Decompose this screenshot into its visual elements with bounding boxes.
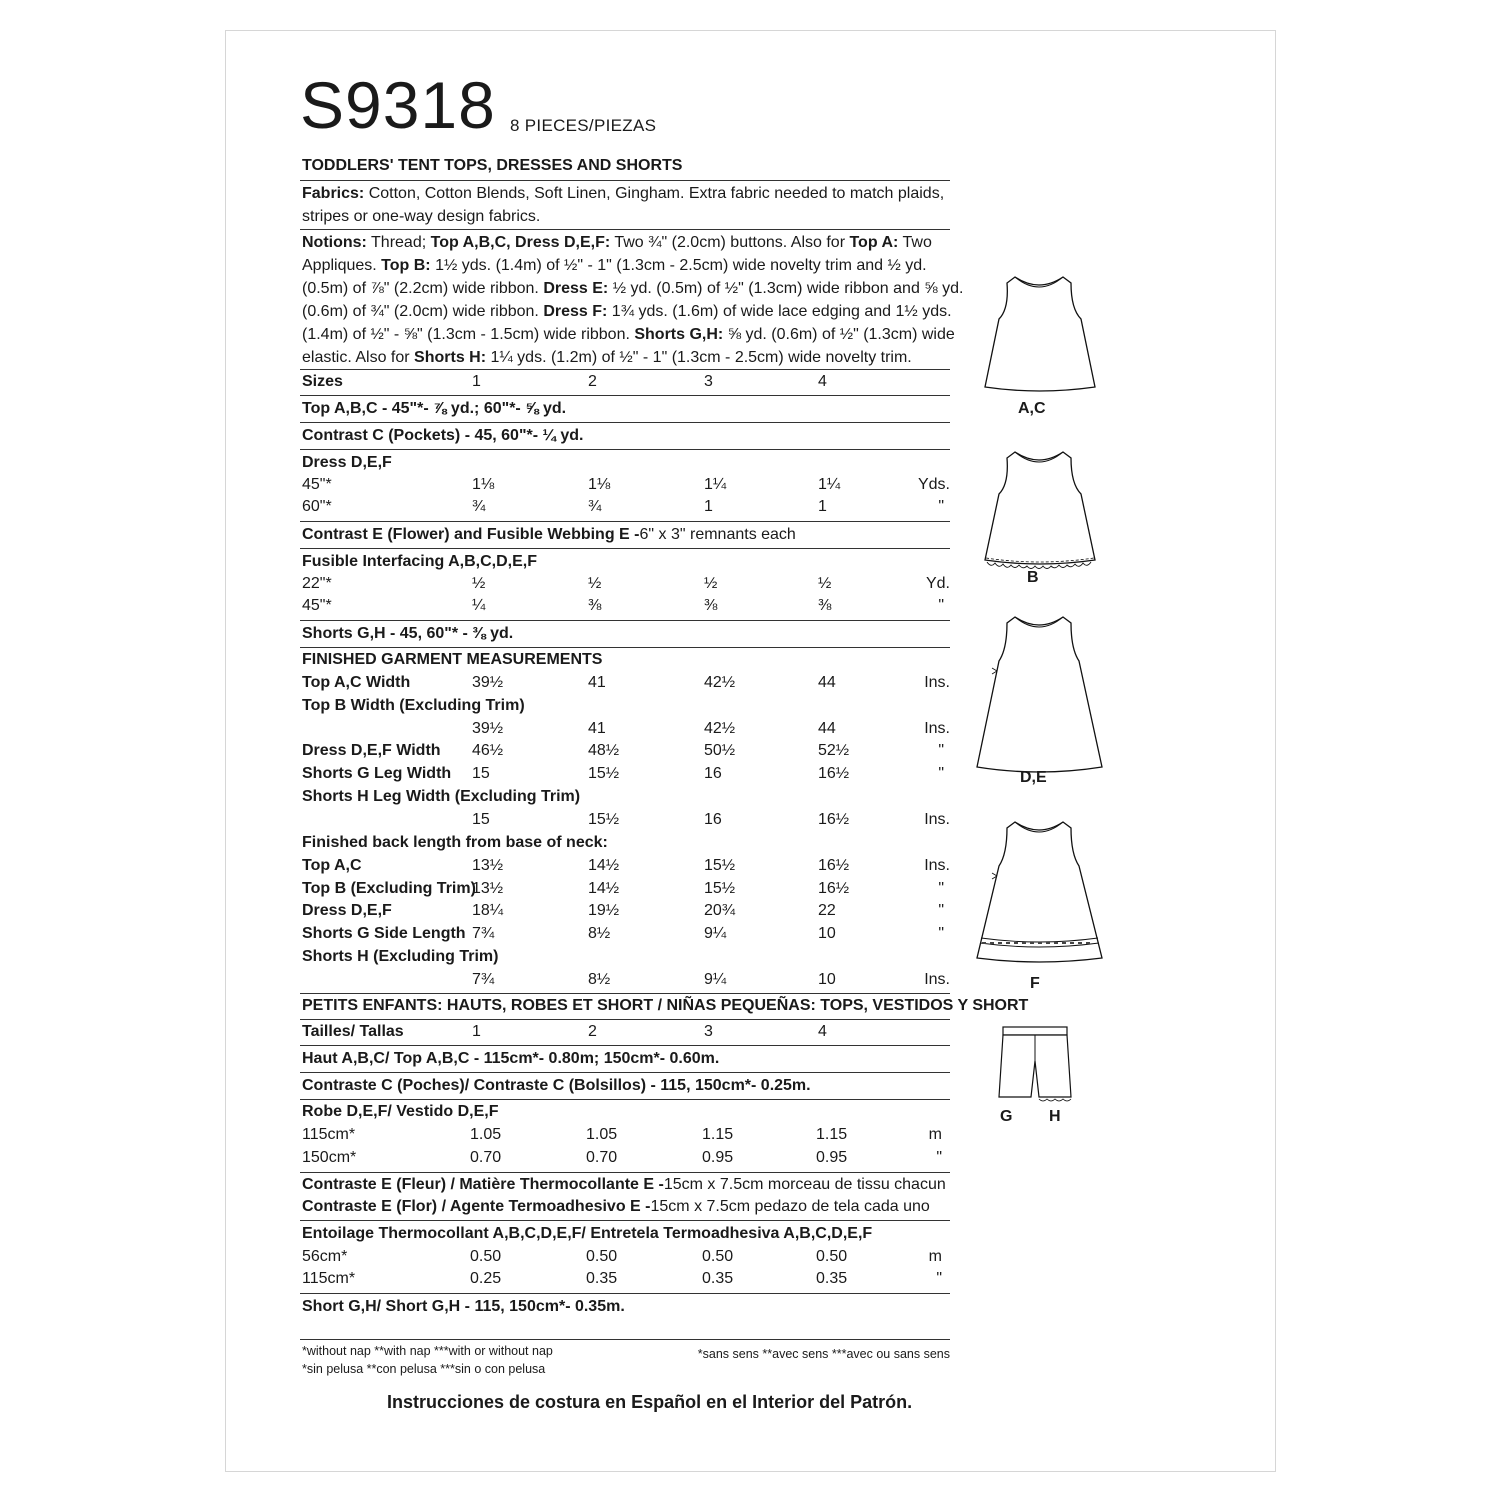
measurement-row: [300, 809, 952, 831]
measurement-row: [300, 672, 952, 694]
value-size-2: ¾: [588, 498, 602, 515]
measurement-label-row: [300, 786, 952, 808]
value-size-2: 1⅛: [588, 476, 611, 493]
pattern-title-text: TODDLERS' TENT TOPS, DRESSES AND SHORTS: [302, 157, 683, 174]
value-size-2: 14½: [588, 880, 620, 897]
value-size-3: 1¼: [704, 476, 727, 493]
notions-item-text: Two: [898, 234, 932, 251]
value-size-2: 41: [588, 674, 606, 691]
value-size-1: 18¼: [472, 902, 504, 919]
notions-line: [302, 346, 950, 369]
value-size-4: 0.35: [816, 1270, 848, 1287]
sizes-label: Sizes: [302, 373, 343, 390]
notions-item-label: Notions:: [302, 234, 367, 251]
value-size-1: 13½: [472, 880, 504, 897]
value-size-2: 0.35: [586, 1270, 618, 1287]
notions-item-label: Top B:: [381, 257, 431, 274]
robe-heading: [300, 1101, 952, 1123]
unit: ": [936, 1149, 942, 1166]
measurement-label: Top B Width (Excluding Trim): [302, 697, 525, 714]
value-size-1: 0.25: [470, 1270, 502, 1287]
value-size-4: 44: [818, 674, 836, 691]
value-size-2: 1.05: [586, 1126, 618, 1143]
value-size-4: 1: [818, 498, 827, 515]
size-2: 2: [588, 373, 597, 390]
value-size-1: ¼: [472, 597, 486, 614]
haut-text: Haut A,B,C/ Top A,B,C - 115cm*- 0.80m; 150cm*- 0.60m.: [302, 1050, 720, 1067]
view-b-label: B: [1027, 569, 1039, 586]
tailles-row: [300, 1021, 952, 1043]
value-size-3: ⅜: [704, 597, 718, 614]
notions-line: [302, 300, 950, 323]
dress-def-label: Dress D,E,F: [302, 454, 392, 471]
contraste-c-yardage: [300, 1075, 952, 1097]
divider: [300, 369, 950, 370]
notions-line: [302, 277, 964, 300]
value-size-3: 15½: [704, 857, 736, 874]
divider: [300, 647, 950, 648]
notions-item-text: (0.5m) of ⅞" (2.2cm) wide ribbon.: [302, 280, 544, 297]
notions-item-label: Dress E:: [543, 280, 609, 297]
measurement-row: [300, 740, 952, 762]
entoilage-row: [300, 1268, 952, 1290]
divider: [300, 1339, 950, 1340]
metric-title: PETITS ENFANTS: HAUTS, ROBES ET SHORT / NIÑAS PEQUEÑAS: TOPS, VESTIDOS Y SHORT: [302, 997, 1029, 1014]
contraste-e-fr-label: Contraste E (Fleur) / Matière Thermocollante E -: [302, 1176, 664, 1193]
value-size-2: 8½: [588, 925, 611, 942]
divider: [300, 229, 950, 230]
notions-item-label: Shorts H:: [414, 349, 487, 366]
unit: m: [928, 1248, 942, 1265]
view-gh-drawing: [995, 1025, 1075, 1105]
measurement-label: Shorts G Side Length: [302, 925, 466, 942]
value-size-1: 7¾: [472, 971, 495, 988]
unit: Ins.: [924, 857, 950, 874]
value-size-1: ½: [472, 575, 486, 592]
unit: ": [936, 1270, 942, 1287]
notions-item-text: Two ¾" (2.0cm) buttons. Also for: [610, 234, 850, 251]
value-size-3: 1: [704, 498, 713, 515]
divider: [300, 1045, 950, 1046]
value-size-3: 42½: [704, 720, 736, 737]
view-f-label: F: [1030, 975, 1040, 992]
dress-def-row: [300, 496, 952, 518]
tailles-label: Tailles/ Tallas: [302, 1023, 404, 1040]
value-size-2: 0.70: [586, 1149, 618, 1166]
value-size-1: ¾: [472, 498, 486, 515]
divider: [300, 1220, 950, 1221]
value-size-3: 9¼: [704, 925, 727, 942]
size-2: 2: [588, 1023, 597, 1040]
notions-item-text: Thread;: [366, 234, 431, 251]
value-size-1: 15: [472, 765, 490, 782]
notions-item-label: Top A,B,C, Dress D,E,F:: [430, 234, 611, 251]
size-3: 3: [704, 1023, 713, 1040]
divider: [300, 1172, 950, 1173]
divider: [300, 1019, 950, 1020]
divider: [300, 395, 950, 396]
value-size-2: 41: [588, 720, 606, 737]
fabric-width: 115cm*: [302, 1270, 356, 1287]
divider: [300, 521, 950, 522]
unit: ": [938, 902, 944, 919]
divider: [300, 1072, 950, 1073]
robe-label: Robe D,E,F/ Vestido D,E,F: [302, 1103, 499, 1120]
contraste-e-es-label: Contraste E (Flor) / Agente Termoadhesivo E -: [302, 1198, 651, 1215]
top-abc-yardage: [300, 398, 952, 420]
unit: ": [938, 742, 944, 759]
notions-item-text: (0.6m) of ¾" (2.0cm) wide ribbon.: [302, 303, 544, 320]
fabric-width: 115cm*: [302, 1126, 356, 1143]
value-size-3: 9¼: [704, 971, 727, 988]
value-size-4: 22: [818, 902, 836, 919]
nap-legend-fr: *sans sens **avec sens ***avec ou sans sens: [697, 1347, 950, 1361]
size-4: 4: [818, 1023, 827, 1040]
value-size-3: 16: [704, 765, 722, 782]
unit: ": [938, 498, 944, 515]
contrast-e-text: 6" x 3" remnants each: [639, 526, 796, 543]
unit: m: [928, 1126, 942, 1143]
contrast-e-label: Contrast E (Flower) and Fusible Webbing E -: [302, 526, 640, 543]
value-size-2: 0.50: [586, 1248, 618, 1265]
value-size-4: 0.95: [816, 1149, 848, 1166]
view-g-label: G: [1000, 1108, 1013, 1125]
notions-item-text: ½ yd. (0.5m) of ½" (1.3cm) wide ribbon and ⅝ yd.: [608, 280, 964, 297]
pattern-header: [300, 70, 952, 140]
spanish-instructions-note: Instrucciones de costura en Español en el Interior del Patrón.: [387, 1392, 913, 1412]
contrast-e-yardage: [300, 524, 952, 546]
contraste-c-text: Contraste C (Poches)/ Contraste C (Bolsillos) - 115, 150cm*- 0.25m.: [302, 1077, 811, 1094]
notions-text: [302, 231, 964, 369]
unit: ": [938, 597, 944, 614]
value-size-4: 52½: [818, 742, 850, 759]
notions-item-text: Appliques.: [302, 257, 382, 274]
measurement-row: [300, 900, 952, 922]
view-de-drawing: [975, 615, 1105, 775]
measurement-row: [300, 878, 952, 900]
pattern-number: S9318: [300, 68, 496, 142]
value-size-4: 10: [818, 925, 836, 942]
fabric-width: 150cm*: [302, 1149, 357, 1166]
value-size-4: 1.15: [816, 1126, 848, 1143]
value-size-1: 0.50: [470, 1248, 502, 1265]
interfacing-heading: [300, 551, 952, 573]
technical-drawings: [975, 265, 1105, 1145]
notions-item-text: ⅝ yd. (0.6m) of ½" (1.3cm) wide: [723, 326, 955, 343]
contraste-e-fr: [300, 1174, 952, 1196]
fabrics-text: [302, 182, 950, 228]
divider: [300, 620, 950, 621]
fabric-width: 60"*: [302, 498, 332, 515]
unit: Yds.: [917, 476, 950, 493]
pieces-count: 8 PIECES/PIEZAS: [510, 116, 657, 135]
value-size-1: 0.70: [470, 1149, 502, 1166]
notions-item-text: elastic. Also for: [302, 349, 415, 366]
value-size-3: ½: [704, 575, 718, 592]
notions-line: [302, 254, 950, 277]
measurement-row: [300, 718, 952, 740]
value-size-3: 0.35: [702, 1270, 734, 1287]
value-size-4: 44: [818, 720, 836, 737]
unit: ": [938, 925, 944, 942]
value-size-2: 14½: [588, 857, 620, 874]
shorts-gh-text: Shorts G,H - 45, 60"* - ⅜ yd.: [302, 625, 514, 642]
unit: Ins.: [924, 811, 950, 828]
notions-item-label: Dress F:: [543, 303, 608, 320]
unit: ": [938, 765, 944, 782]
divider: [300, 993, 950, 994]
dress-def-heading: [300, 452, 952, 474]
measurement-label: Dress D,E,F: [302, 902, 392, 919]
divider: [300, 1099, 950, 1100]
value-size-2: 15½: [588, 765, 620, 782]
sizes-row: [300, 371, 952, 393]
nap-legend-es: *sin pelusa **con pelusa ***sin o con pelusa: [302, 1362, 546, 1376]
divider: [300, 180, 950, 181]
interfacing-row: [300, 595, 952, 617]
notions-item-text: 1¼ yds. (1.2m) of ½" - 1" (1.3cm - 2.5cm) wide novelty trim.: [486, 349, 912, 366]
back-length-title: Finished back length from base of neck:: [302, 834, 608, 851]
divider: [300, 1293, 950, 1294]
measurement-label: Top B (Excluding Trim): [302, 880, 476, 897]
value-size-3: 0.95: [702, 1149, 734, 1166]
value-size-2: 8½: [588, 971, 611, 988]
notions-item-label: Shorts G,H:: [634, 326, 724, 343]
unit: Ins.: [924, 720, 950, 737]
unit: ": [938, 880, 944, 897]
divider: [300, 449, 950, 450]
value-size-3: 20¾: [704, 902, 736, 919]
nap-legend-en: *without nap **with nap ***with or without nap: [302, 1344, 553, 1358]
entoilage-heading: [300, 1223, 952, 1245]
interfacing-label: Fusible Interfacing A,B,C,D,E,F: [302, 553, 537, 570]
view-h-label: H: [1049, 1108, 1061, 1125]
value-size-1: 39½: [472, 720, 504, 737]
short-text: Short G,H/ Short G,H - 115, 150cm*- 0.35m.: [302, 1298, 625, 1315]
value-size-3: 16: [704, 811, 722, 828]
value-size-4: 10: [818, 971, 836, 988]
measurement-label: Dress D,E,F Width: [302, 742, 441, 759]
value-size-1: 13½: [472, 857, 504, 874]
measurement-label: Top A,C Width: [302, 674, 411, 691]
metric-heading: [300, 995, 1029, 1017]
size-1: 1: [472, 1023, 481, 1040]
value-size-4: 0.50: [816, 1248, 848, 1265]
measurement-label: Shorts G Leg Width: [302, 765, 452, 782]
top-abc-text: Top A,B,C - 45"*- ⅞ yd.; 60"*- ⅝ yd.: [302, 400, 567, 417]
fabric-width: 22"*: [302, 575, 332, 592]
entoilage-row: [300, 1246, 952, 1268]
view-b-drawing: [983, 450, 1098, 575]
value-size-3: 15½: [704, 880, 736, 897]
view-f-drawing: [975, 820, 1105, 970]
value-size-2: 15½: [588, 811, 620, 828]
contrast-c-yardage: [300, 425, 952, 447]
measurements-heading: [300, 649, 952, 671]
unit: Yd.: [925, 575, 950, 592]
value-size-4: 16½: [818, 811, 850, 828]
measurement-label: Shorts H (Excluding Trim): [302, 948, 499, 965]
entoilage-label: Entoilage Thermocollant A,B,C,D,E,F/ Entretela Termoadhesiva A,B,C,D,E,F: [302, 1225, 873, 1242]
value-size-2: 48½: [588, 742, 620, 759]
measurements-title: FINISHED GARMENT MEASUREMENTS: [302, 651, 603, 668]
measurement-row: [300, 969, 952, 991]
interfacing-row: [300, 573, 952, 595]
value-size-1: 7¾: [472, 925, 495, 942]
fabric-width: 56cm*: [302, 1248, 348, 1265]
contraste-e-es-text: 15cm x 7.5cm pedazo de tela cada uno: [650, 1198, 930, 1215]
view-ac-label: A,C: [1018, 400, 1046, 417]
value-size-3: 42½: [704, 674, 736, 691]
value-size-1: 1⅛: [472, 476, 495, 493]
notions-item-text: 1½ yds. (1.4m) of ½" - 1" (1.3cm - 2.5cm) wide novelty trim and ½ yd.: [430, 257, 927, 274]
view-ac-drawing: [983, 275, 1098, 395]
value-size-2: 19½: [588, 902, 620, 919]
value-size-1: 46½: [472, 742, 504, 759]
measurement-label-row: [300, 946, 952, 968]
value-size-4: 1¼: [818, 476, 841, 493]
contraste-e-fr-text: 15cm x 7.5cm morceau de tissu chacun: [663, 1176, 946, 1193]
measurement-row: [300, 763, 952, 785]
measurement-label: Top A,C: [302, 857, 362, 874]
value-size-3: 50½: [704, 742, 736, 759]
short-yardage: [300, 1296, 952, 1318]
haut-yardage: [300, 1048, 952, 1070]
measurement-row: [300, 855, 952, 877]
value-size-4: ⅜: [818, 597, 832, 614]
notions-item-label: Top A:: [849, 234, 899, 251]
divider: [300, 422, 950, 423]
value-size-4: ½: [818, 575, 832, 592]
divider: [300, 548, 950, 549]
robe-row: [300, 1124, 952, 1146]
measurement-row: [300, 923, 952, 945]
shorts-gh-yardage: [300, 623, 952, 645]
contraste-e-es: [300, 1196, 952, 1218]
unit: Ins.: [924, 971, 950, 988]
value-size-4: 16½: [818, 857, 850, 874]
measurement-label-row: [300, 695, 952, 717]
value-size-4: 16½: [818, 765, 850, 782]
dress-def-row: [300, 474, 952, 496]
fabrics-label: Fabrics:: [302, 185, 365, 202]
size-3: 3: [704, 373, 713, 390]
fabric-width: 45"*: [302, 476, 332, 493]
robe-row: [300, 1147, 952, 1169]
unit: Ins.: [924, 674, 950, 691]
value-size-3: 0.50: [702, 1248, 734, 1265]
back-length-heading: [300, 832, 952, 854]
notions-line: [302, 231, 950, 254]
notions-item-text: 1¾ yds. (1.6m) of wide lace edging and 1½ yds.: [607, 303, 952, 320]
notions-item-text: (1.4m) of ½" - ⅝" (1.3cm - 1.5cm) wide ribbon.: [302, 326, 635, 343]
value-size-1: 15: [472, 811, 490, 828]
value-size-3: 1.15: [702, 1126, 734, 1143]
measurement-label: Shorts H Leg Width (Excluding Trim): [302, 788, 581, 805]
value-size-1: 39½: [472, 674, 504, 691]
pattern-title: [300, 155, 952, 177]
value-size-4: 16½: [818, 880, 850, 897]
size-1: 1: [472, 373, 481, 390]
size-4: 4: [818, 373, 827, 390]
fabric-width: 45"*: [302, 597, 332, 614]
fabrics-body: Cotton, Cotton Blends, Soft Linen, Gingham. Extra fabric needed to match plaids, stripes or one-way design fabrics.: [302, 185, 945, 225]
contrast-c-text: Contrast C (Pockets) - 45, 60"*- ¼ yd.: [302, 427, 584, 444]
view-de-label: D,E: [1020, 769, 1047, 786]
value-size-2: ⅜: [588, 597, 602, 614]
value-size-1: 1.05: [470, 1126, 502, 1143]
value-size-2: ½: [588, 575, 602, 592]
notions-line: [302, 323, 955, 346]
